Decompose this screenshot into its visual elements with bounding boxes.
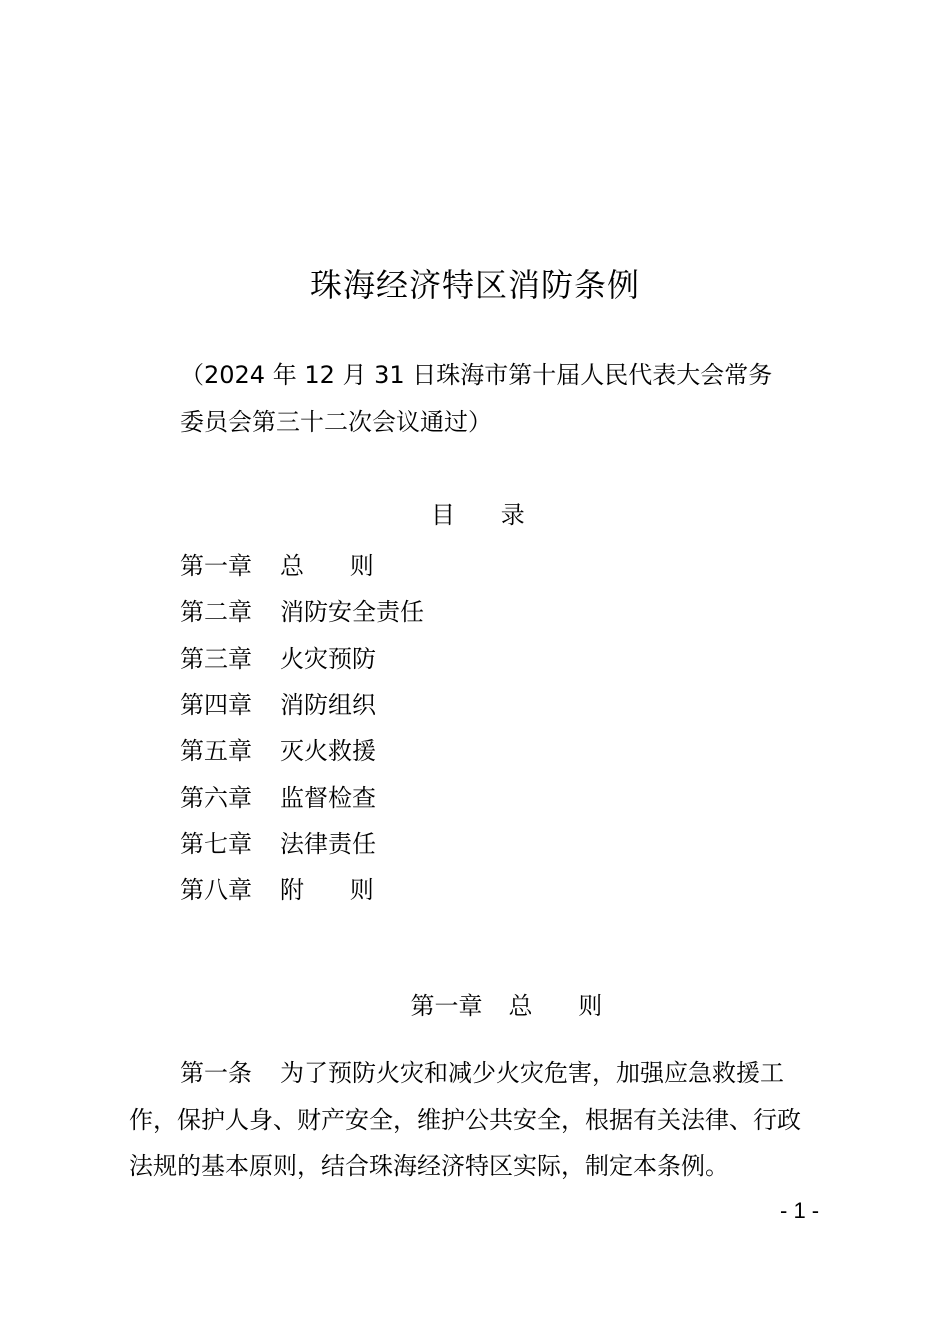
page-number: - 1 - (780, 1198, 820, 1223)
toc-item[interactable] (180, 543, 424, 589)
toc-chapter-name: 总 则 (280, 552, 374, 581)
article-1 (129, 1050, 831, 1190)
toc-chapter-name: 火灾预防 (280, 644, 376, 673)
article-line: 法规的基本原则，结合珠海经济特区实际，制定本条例。 (129, 1152, 729, 1180)
toc-item[interactable] (180, 589, 424, 635)
adoption-note-line-2: 委员会第三十二次会议通过） (180, 408, 492, 436)
toc-chapter-number: 第五章 (180, 737, 252, 766)
toc-item[interactable] (180, 774, 424, 820)
toc-chapter-name: 消防安全责任 (280, 598, 424, 627)
chapter-heading (380, 961, 602, 1051)
article-text: 为了预防火灾和减少火灾危害，加强应急救援工 (280, 1059, 784, 1087)
article-line (129, 1050, 831, 1097)
toc-chapter-number: 第七章 (180, 829, 252, 858)
document-title: 珠海经济特区消防条例 (309, 266, 640, 304)
toc-item[interactable] (180, 821, 424, 867)
toc-title: 目 录 (431, 501, 525, 529)
toc-item[interactable] (180, 682, 424, 728)
toc-chapter-name: 灭火救援 (280, 737, 376, 766)
article-number: 第一条 (180, 1059, 252, 1087)
toc-item[interactable] (180, 867, 424, 913)
toc-chapter-number: 第三章 (180, 644, 252, 673)
toc-item[interactable] (180, 728, 424, 774)
toc-chapter-number: 第一章 (180, 552, 252, 581)
toc-chapter-name: 消防组织 (280, 691, 376, 720)
chapter-heading-number: 第一章 (410, 992, 483, 1020)
toc-item[interactable] (180, 636, 424, 682)
toc-chapter-number: 第八章 (180, 876, 252, 905)
toc-chapter-name: 附 则 (280, 876, 374, 905)
adoption-note-line-1: （2024 年 12 月 31 日珠海市第十届人民代表大会常务 (180, 361, 773, 389)
toc-chapter-number: 第二章 (180, 598, 252, 627)
chapter-heading-name: 总 则 (508, 992, 603, 1020)
toc-chapter-name: 法律责任 (280, 829, 376, 858)
table-of-contents (180, 543, 424, 913)
toc-chapter-number: 第六章 (180, 783, 252, 812)
toc-chapter-name: 监督检查 (280, 783, 376, 812)
article-line: 作，保护人身、财产安全，维护公共安全，根据有关法律、行政 (129, 1105, 801, 1134)
toc-chapter-number: 第四章 (180, 691, 252, 720)
